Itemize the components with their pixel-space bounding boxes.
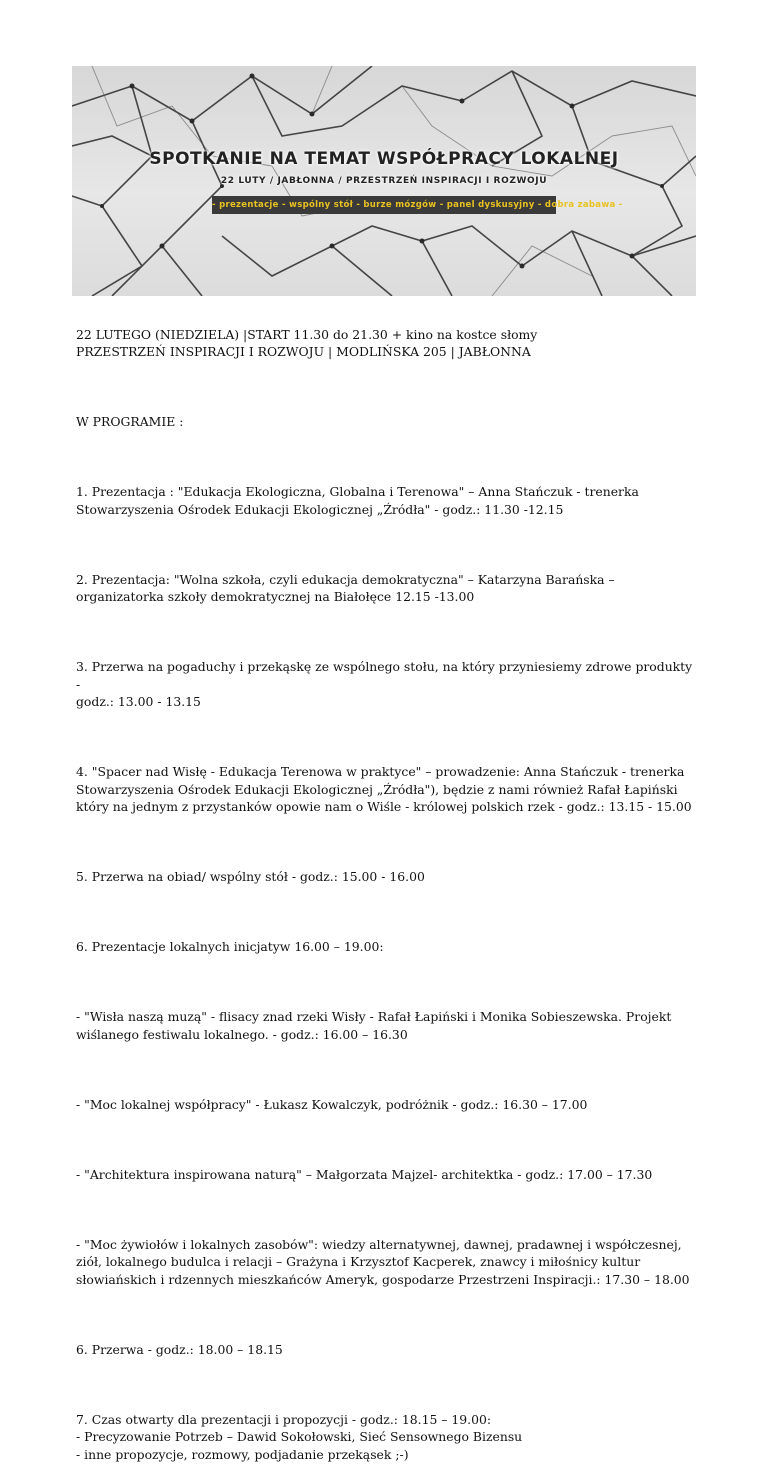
sub-item-4-line-2: ziół, lokalnego budulca i relacji – Grażyna i Krzysztof Kacperek, znawcy i miłośnicy kultur [76,1254,641,1269]
program-item-1-line-1: 1. Prezentacja : "Edukacja Ekologiczna, Globalna i Terenowa" – Anna Stańczuk - trenerka [76,484,639,499]
sub-item-1-line-1: - "Wisła naszą muzą" - flisacy znad rzeki Wisły - Rafał Łapiński i Monika Sobieszewska. Projekt [76,1009,672,1024]
sub-item-2: - "Moc lokalnej współpracy" - Łukasz Kowalczyk, podróżnik - godz.: 16.30 – 17.00 [76,1096,588,1112]
program-item-break: 6. Przerwa - godz.: 18.00 – 18.15 [76,1341,283,1357]
sub-item-1-line-2: wiślanego festiwalu lokalnego. - godz.: 16.00 – 16.30 [76,1026,408,1042]
banner-subtitle: 22 LUTY / JABŁONNA / PRZESTRZEŃ INSPIRACJI I ROZWOJU [220,176,548,186]
event-header [76,326,696,361]
program-item-5: 5. Przerwa na obiad/ wspólny stół - godz.: 15.00 - 16.00 [76,869,425,884]
program-item-1-line-2: Stowarzyszenia Ośrodek Edukacji Ekologicznej „Źródła" - godz.: 11.30 -12.15 [76,501,564,517]
program-item-3 [76,658,696,711]
sub-item-4-line-1: - "Moc żywiołów i lokalnych zasobów": wiedzy alternatywnej, dawnej, pradawnej i współczesnej, [76,1236,682,1252]
event-date-line: 22 LUTEGO (NIEDZIELA) |START 11.30 do 21.30 + kino na kostce słomy [76,326,538,342]
program-item-3-line-2: godz.: 13.00 - 13.15 [76,694,201,709]
program-item-7-line-1: 7. Czas otwarty dla prezentacji i propozycji - godz.: 18.15 – 19.00: [76,1411,492,1427]
program-item-7-line-3: - inne propozycje, rozmowy, podjadanie przekąsek ;-) [76,1446,409,1462]
program-heading: W PROGRAMIE : [76,414,184,429]
sub-item-4 [76,1236,696,1289]
sub-item-1 [76,1008,696,1043]
program-item-1 [76,483,696,518]
program-item-2 [76,571,696,606]
program-item-6: 6. Prezentacje lokalnych inicjatyw 16.00 – 19.00: [76,939,384,954]
program-item-4-line-3: który na jednym z przystanków opowie nam o Wiśle - królowej polskich rzek - godz.: 13.15 - 15.00 [76,799,692,814]
program-item-2-line-2: organizatorka szkoły demokratycznej na Białołęce 12.15 -13.00 [76,589,475,604]
banner-activities-bar: - prezentacje - wspólny stół - burze mózgów - panel dyskusyjny - dobra zabawa - [212,196,556,214]
program-item-7-line-2: - Precyzowanie Potrzeb – Dawid Sokołowski, Sieć Sensownego Bizensu [76,1429,523,1444]
program-item-3-line-1: 3. Przerwa na pogaduchy i przekąskę ze wspólnego stołu, na który przyniesiemy zdrowe produkty - [76,659,693,692]
event-location-line: PRZESTRZEŃ INSPIRACJI I ROZWOJU | MODLIŃSKA 205 | JABŁONNA [76,344,531,359]
event-banner [72,66,696,296]
sub-item-4-line-3: słowiańskich i rdzennych mieszkańców Ameryk, gospodarze Przestrzeni Inspiracji.: 17.30 – 18.00 [76,1271,690,1287]
program-item-7 [76,1411,696,1464]
program-item-4 [76,763,696,816]
program-item-4-line-2: Stowarzyszenia Ośrodek Edukacji Ekologicznej „Źródła"), będzie z nami również Rafał Łapiński [76,781,678,797]
sub-item-3: - "Architektura inspirowana naturą" – Małgorzata Majzel- architektka - godz.: 17.00 – 17.30 [76,1166,653,1182]
program-item-4-line-1: 4. "Spacer nad Wisłę - Edukacja Terenowa w praktyce" – prowadzenie: Anna Stańczuk - trenerka [76,764,685,779]
program-item-2-line-1: 2. Prezentacja: "Wolna szkoła, czyli edukacja demokratyczna" – Katarzyna Barańska – [76,571,615,587]
document-body [76,308,696,1481]
banner-title: SPOTKANIE NA TEMAT WSPÓŁPRACY LOKALNEJ [149,149,619,169]
